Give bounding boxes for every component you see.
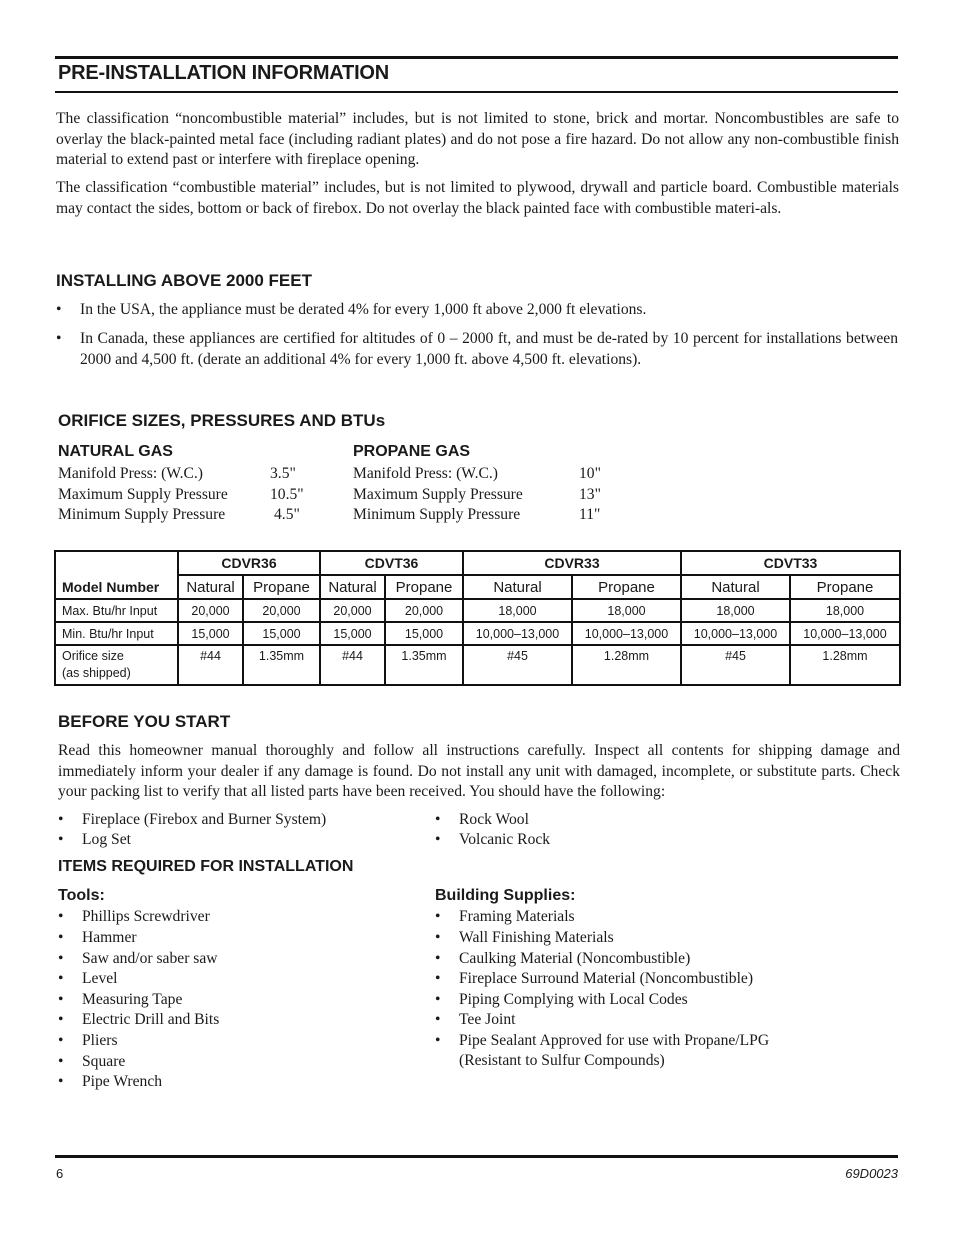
building-supplies-heading: Building Supplies: xyxy=(435,887,576,904)
row-label-line: (as shipped) xyxy=(62,666,131,680)
table-cell: #45 xyxy=(681,645,790,685)
propane-gas-heading: PROPANE GAS xyxy=(353,443,471,460)
natural-min-supply-label: Minimum Supply Pressure xyxy=(58,506,226,523)
list-item-text: Electric Drill and Bits xyxy=(82,1011,220,1028)
row-label: Max. Btu/hr Input xyxy=(55,599,178,622)
bullet-marker: • xyxy=(435,929,441,946)
propane-manifold-label: Manifold Press: (W.C.) xyxy=(353,465,498,482)
before-you-start-paragraph: Read this homeowner manual thoroughly and follow all instructions carefully. Inspect all contents for shipping damage and immediately inform your dealer if any damage is found. Do not install any unit with damaged, incomplete, or substitute parts. Check your packing list to verify that all listed parts have been received. You should have the following: xyxy=(58,742,900,800)
table-cell: 10,000–13,000 xyxy=(790,622,900,645)
model-cdvt33: CDVT33 xyxy=(681,551,900,575)
bullet-text: In the USA, the appliance must be derated 4% for every 1,000 ft above 2,000 ft elevations. xyxy=(80,301,647,318)
list-item-text: Square xyxy=(82,1053,126,1070)
bullet-marker: • xyxy=(58,908,64,925)
table-cell: #44 xyxy=(320,645,385,685)
fuel-header: Natural xyxy=(463,575,572,599)
natural-max-supply-value: 10.5" xyxy=(270,486,304,503)
fuel-header: Natural xyxy=(320,575,385,599)
list-item-text: Framing Materials xyxy=(459,908,575,925)
model-cdvt36: CDVT36 xyxy=(320,551,463,575)
bullet-marker: • xyxy=(435,991,441,1008)
intro-paragraph-noncombustible: The classification “noncombustible material” includes, but is not limited to stone, brick and mortar. Noncombustibles are safe to overlay the black-painted metal face (including radiant plates) and do not pose a fire hazard. Do not allow any non-combustible finish material to extend past or interfere with fireplace opening. xyxy=(56,110,899,168)
footer-rule xyxy=(55,1155,898,1158)
bullet-marker: • xyxy=(58,950,64,967)
list-item-text: Pliers xyxy=(82,1032,118,1049)
table-cell: #45 xyxy=(463,645,572,685)
natural-manifold-value: 3.5" xyxy=(270,465,296,482)
fuel-header: Propane xyxy=(385,575,463,599)
fuel-header: Propane xyxy=(790,575,900,599)
bullet-text: In Canada, these appliances are certified for altitudes of 0 – 2000 ft, and must be de-rated by 10 percent for installations between 2000 and 4,500 ft. (derate an additional 4% for every 1,000 ft. above 4,500 ft. elevations). xyxy=(80,330,898,368)
row-label xyxy=(55,645,178,685)
table-cell: 15,000 xyxy=(178,622,243,645)
bullet-marker: • xyxy=(58,1011,64,1028)
table-row xyxy=(55,622,900,645)
bullet-marker: • xyxy=(58,1032,64,1049)
list-item-text: Fireplace Surround Material (Noncombustible) xyxy=(459,970,754,987)
table-cell: 18,000 xyxy=(681,599,790,622)
table-row xyxy=(55,645,900,685)
bullet-marker: • xyxy=(435,831,441,848)
propane-max-supply-value: 13" xyxy=(579,486,601,503)
list-item-text: Level xyxy=(82,970,118,987)
list-item-text: Fireplace (Firebox and Burner System) xyxy=(82,811,327,828)
propane-manifold-value: 10" xyxy=(579,465,601,482)
table-cell: 10,000–13,000 xyxy=(681,622,790,645)
list-item-text: Wall Finishing Materials xyxy=(459,929,614,946)
model-cdvr33: CDVR33 xyxy=(463,551,681,575)
row-label: Min. Btu/hr Input xyxy=(55,622,178,645)
fuel-header: Propane xyxy=(572,575,681,599)
list-item-text: Volcanic Rock xyxy=(459,831,551,848)
bullet-marker: • xyxy=(58,991,64,1008)
bullet-marker: • xyxy=(58,811,64,828)
bullet-marker: • xyxy=(435,1011,441,1028)
table-cell: 20,000 xyxy=(320,599,385,622)
list-item-text: Pipe Wrench xyxy=(82,1073,163,1090)
tools-heading: Tools: xyxy=(58,887,105,904)
table-cell: 18,000 xyxy=(463,599,572,622)
page-title: PRE-INSTALLATION INFORMATION xyxy=(58,62,390,84)
propane-max-supply-label: Maximum Supply Pressure xyxy=(353,486,523,503)
bullet-marker: • xyxy=(58,970,64,987)
table-cell: 15,000 xyxy=(385,622,463,645)
bullet-marker: • xyxy=(58,1073,64,1090)
top-rule xyxy=(55,56,898,59)
table-cell: 20,000 xyxy=(243,599,320,622)
fuel-header: Natural xyxy=(178,575,243,599)
list-item-text: Tee Joint xyxy=(459,1011,516,1028)
list-item-text: Pipe Sealant Approved for use with Propane/LPG xyxy=(459,1032,770,1049)
table-cell: 1.35mm xyxy=(385,645,463,685)
page-number: 6 xyxy=(56,1166,64,1181)
fuel-header: Propane xyxy=(243,575,320,599)
bullet-marker: • xyxy=(435,908,441,925)
items-required-heading: ITEMS REQUIRED FOR INSTALLATION xyxy=(58,858,354,875)
table-cell: #44 xyxy=(178,645,243,685)
table-cell: 15,000 xyxy=(243,622,320,645)
table-cell: 20,000 xyxy=(178,599,243,622)
bullet-marker: • xyxy=(56,301,62,318)
table-cell: 20,000 xyxy=(385,599,463,622)
list-item-text: Rock Wool xyxy=(459,811,529,828)
table-cell: 10,000–13,000 xyxy=(463,622,572,645)
bullet-marker: • xyxy=(58,831,64,848)
bullet-marker: • xyxy=(435,970,441,987)
propane-min-supply-label: Minimum Supply Pressure xyxy=(353,506,521,523)
natural-gas-heading: NATURAL GAS xyxy=(58,443,173,460)
document-code: 69D0023 xyxy=(845,1166,898,1181)
list-item-text: Caulking Material (Noncombustible) xyxy=(459,950,691,967)
fuel-header: Natural xyxy=(681,575,790,599)
table-cell: 18,000 xyxy=(572,599,681,622)
list-item-text: Phillips Screwdriver xyxy=(82,908,210,925)
natural-manifold-label: Manifold Press: (W.C.) xyxy=(58,465,203,482)
row-label-line: Orifice size xyxy=(62,649,124,663)
list-item-text: Measuring Tape xyxy=(82,991,183,1008)
table-cell: 1.28mm xyxy=(790,645,900,685)
list-item-text: Saw and/or saber saw xyxy=(82,950,218,967)
bullet-marker: • xyxy=(435,950,441,967)
bullet-marker: • xyxy=(58,929,64,946)
title-underline xyxy=(55,91,898,93)
table-row xyxy=(55,599,900,622)
btu-orifice-table xyxy=(54,550,901,686)
list-item-text: Log Set xyxy=(82,831,131,848)
list-item-text: Hammer xyxy=(82,929,137,946)
table-cell: 15,000 xyxy=(320,622,385,645)
model-number-header: Model Number xyxy=(55,551,178,599)
list-item-text: (Resistant to Sulfur Compounds) xyxy=(459,1052,665,1069)
propane-min-supply-value: 11" xyxy=(579,506,601,523)
natural-max-supply-label: Maximum Supply Pressure xyxy=(58,486,228,503)
list-item-text: Piping Complying with Local Codes xyxy=(459,991,688,1008)
model-cdvr36: CDVR36 xyxy=(178,551,320,575)
table-cell: 10,000–13,000 xyxy=(572,622,681,645)
table-cell: 1.28mm xyxy=(572,645,681,685)
bullet-marker: • xyxy=(435,811,441,828)
table-cell: 1.35mm xyxy=(243,645,320,685)
before-you-start-heading: BEFORE YOU START xyxy=(58,712,231,731)
altitude-heading: INSTALLING ABOVE 2000 FEET xyxy=(56,271,312,290)
bullet-marker: • xyxy=(435,1032,441,1049)
orifice-heading: ORIFICE SIZES, PRESSURES AND BTUs xyxy=(58,411,386,430)
intro-paragraph-combustible: The classification “combustible material” includes, but is not limited to plywood, drywall and particle board. Combustible materials may contact the sides, bottom or back of firebox. Do not overlay the black painted face with combustible materi-als. xyxy=(56,179,899,217)
bullet-marker: • xyxy=(56,330,62,347)
bullet-marker: • xyxy=(58,1053,64,1070)
table-cell: 18,000 xyxy=(790,599,900,622)
natural-min-supply-value: 4.5" xyxy=(274,506,300,523)
